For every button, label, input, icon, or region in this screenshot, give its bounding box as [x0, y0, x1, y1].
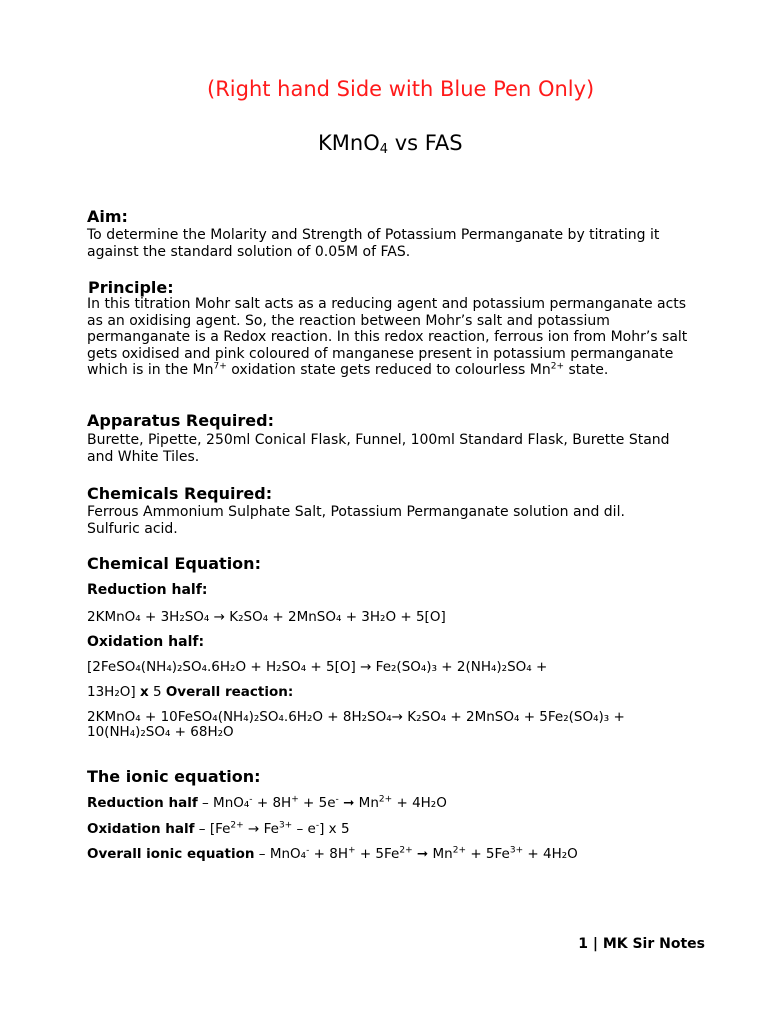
title-suffix: vs FAS	[388, 131, 463, 155]
apparatus-text: Burette, Pipette, 250ml Conical Flask, Funnel, 100ml Standard Flask, Burette Stand and White Tiles.	[87, 432, 670, 465]
multiplier: 5	[148, 684, 166, 700]
ionic-oxidation-line	[87, 821, 350, 837]
eq-sup: +	[347, 845, 356, 856]
principle-text-part1: In this titration Mohr salt acts as a reducing agent and potassium permanganate acts as an oxidising agent. So, the reaction between Mohr’s salt and potassium permanganate is a Redox reaction. In this redox reaction, ferrous ion from Mohr’s salt gets oxidised and pink coloured of manganese present in potassium permanganate which is in the Mn	[87, 296, 688, 378]
eq-sup: 2+	[230, 820, 244, 831]
aim-text: To determine the Molarity and Strength of Potassium Permanganate by titrating it against the standard solution of 0.05M of FAS.	[87, 227, 660, 260]
page-title	[318, 131, 463, 155]
eq-part: + 5Fe	[466, 846, 510, 862]
oxidation-eq-end: 13H₂O]	[87, 684, 136, 700]
ionic-reduction-label: Reduction half	[87, 795, 198, 811]
title-subscript: 4	[379, 142, 389, 157]
oxidation-half-equation-line1: [2FeSO₄(NH₄)₂SO₄.6H₂O + H₂SO₄ + 5[O] → Fe₂(SO₄)₃ + 2(NH₄)₂SO₄ +	[87, 659, 548, 675]
chemicals-heading: Chemicals Required:	[87, 484, 273, 503]
principle-text	[87, 296, 702, 379]
eq-sup: 3+	[509, 845, 524, 856]
eq-sup: 2+	[452, 845, 467, 856]
instruction-note: (Right hand Side with Blue Pen Only)	[207, 77, 595, 101]
ionic-oxidation-label: Oxidation half	[87, 821, 195, 837]
page-footer: 1 | MK Sir Notes	[578, 936, 705, 952]
eq-part: + 5e	[298, 795, 336, 811]
reduction-half-equation: 2KMnO₄ + 3H₂SO₄ → K₂SO₄ + 2MnSO₄ + 3H₂O + 5[O]	[87, 609, 446, 625]
eq-sup: +	[291, 794, 299, 805]
eq-part: – [Fe	[194, 821, 231, 837]
apparatus-heading: Apparatus Required:	[87, 411, 274, 430]
eq-part: – MnO₄	[254, 846, 307, 862]
aim-heading: Aim:	[87, 207, 128, 226]
ionic-overall-label: Overall ionic equation	[87, 846, 255, 862]
overall-reaction-line2: 10(NH₄)₂SO₄ + 68H₂O	[87, 724, 234, 740]
chemical-equation-heading: Chemical Equation:	[87, 554, 261, 573]
principle-heading: Principle:	[88, 278, 174, 297]
eq-sup: -	[315, 820, 320, 831]
eq-sup: -	[335, 794, 339, 805]
title-prefix: KMnO	[318, 131, 380, 155]
eq-part: + 8H	[309, 846, 348, 862]
eq-part: → Fe	[243, 821, 279, 837]
eq-sup: -	[249, 794, 253, 805]
eq-sup: 2+	[399, 845, 413, 856]
principle-sup1: 7+	[213, 361, 227, 372]
eq-part: + 8H	[252, 795, 292, 811]
principle-text-part2: oxidation state gets reduced to colourless Mn	[226, 362, 551, 378]
eq-sup: 3+	[278, 820, 293, 831]
ionic-reduction-line	[87, 795, 447, 811]
eq-part: + 4H₂O	[392, 795, 447, 811]
chemicals-text: Ferrous Ammonium Sulphate Salt, Potassium Permanganate solution and dil. Sulfuric acid.	[87, 504, 625, 537]
eq-part: ➞ Mn	[338, 795, 379, 811]
principle-sup2: 2+	[550, 361, 564, 372]
oxidation-half-equation-line2	[87, 684, 293, 700]
eq-part: ➞ Mn	[412, 846, 453, 862]
eq-part: – e	[292, 821, 316, 837]
reduction-half-label: Reduction half:	[87, 582, 208, 598]
eq-sup: -	[306, 845, 310, 856]
times-sign: x	[139, 684, 149, 700]
oxidation-half-label: Oxidation half:	[87, 634, 205, 650]
principle-text-part3: state.	[564, 362, 609, 378]
overall-reaction-label: Overall reaction:	[165, 684, 294, 700]
ionic-overall-line	[87, 846, 578, 862]
eq-part: + 5Fe	[355, 846, 400, 862]
ionic-equation-heading: The ionic equation:	[87, 767, 261, 786]
eq-sup: 2+	[378, 794, 393, 805]
overall-reaction-line1: 2KMnO₄ + 10FeSO₄(NH₄)₂SO₄.6H₂O + 8H₂SO₄→ K₂SO₄ + 2MnSO₄ + 5Fe₂(SO₄)₃ +	[87, 709, 625, 725]
eq-part: – MnO₄	[197, 795, 250, 811]
eq-part: ] x 5	[319, 821, 350, 837]
eq-part: + 4H₂O	[523, 846, 578, 862]
